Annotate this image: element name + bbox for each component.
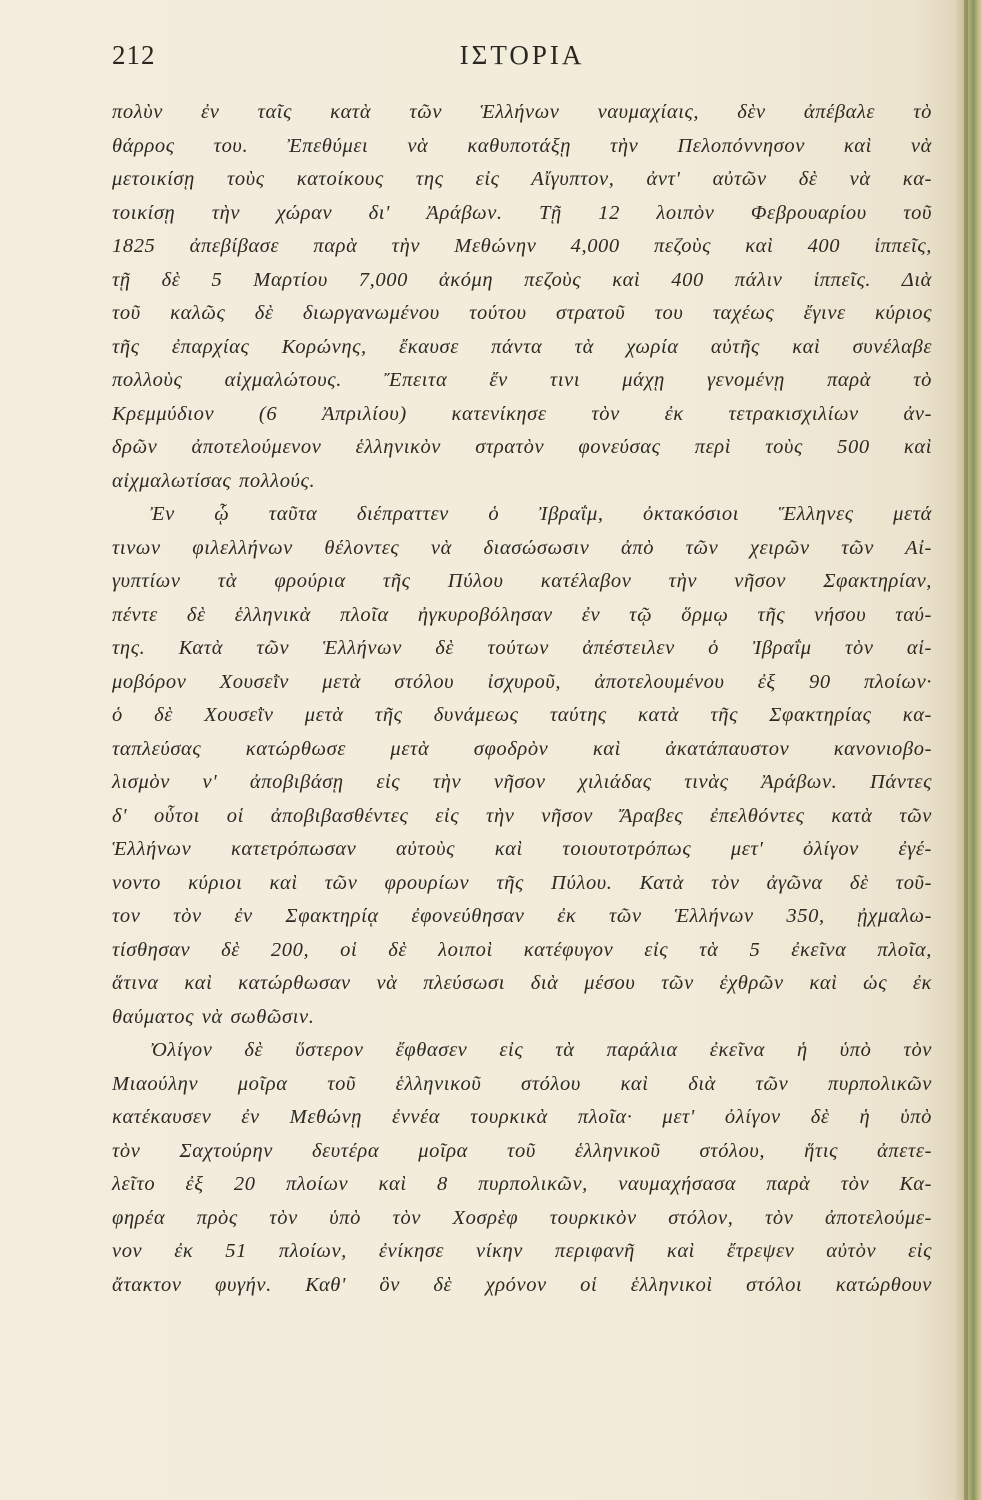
page-edge-shadow [954,0,982,1500]
text-line: ταπλεύσας κατώρθωσε μετὰ σφοδρὸν καὶ ἀκατάπαυστον κανονιοβο- [112,737,932,760]
text-line: πέντε δὲ ἑλληνικὰ πλοῖα ἠγκυροβόλησαν ἐν τῷ ὅρμῳ τῆς νήσου ταύ- [112,603,932,626]
text-line: πολλοὺς αἰχμαλώτους. Ἔπειτα ἔν τινι μάχῃ γενομένῃ παρὰ τὸ [112,369,932,391]
text-line: τινων φιλελλήνων θέλοντες νὰ διασώσωσιν ἀπὸ τῶν χειρῶν τῶν Αἰ- [112,536,932,559]
text-line: τοικίσῃ τὴν χώραν δι' Ἀράβων. Τῇ 12 λοιπὸν Φεβρουαρίου τοῦ [112,201,932,224]
text-line: ἄτακτον φυγήν. Καθ' ὃν δὲ χρόνον οἱ ἑλληνικοὶ στόλοι κατώρθουν [112,1273,932,1296]
text-line: Κρεμμύδιον (6 Ἀπριλίου) κατενίκησε τὸν ἐκ τετρακισχιλίων ἀν- [112,402,932,425]
text-line: δ' οὗτοι οἱ ἀποβιβασθέντες εἰς τὴν νῆσον Ἄραβες ἐπελθόντες κατὰ τῶν [112,804,932,827]
page-number: 212 [112,40,156,70]
text-line: τίσθησαν δὲ 200, οἱ δὲ λοιποὶ κατέφυγον εἰς τὰ 5 ἐκεῖνα πλοῖα, [112,938,932,961]
text-line: θαύματος νὰ σωθῶσιν. [112,1005,315,1028]
text-line: τῆς ἐπαρχίας Κορώνης, ἔκαυσε πάντα τὰ χωρία αὐτῆς καὶ συνέλαβε [112,335,932,358]
text-line: ὁ δὲ Χουσεῒν μετὰ τῆς δυνάμεως ταύτης κατὰ τῆς Σφακτηρίας κα- [112,704,932,726]
running-title: ΙΣΤΟΡΙΑ [459,40,585,70]
text-line: λισμὸν ν' ἀποβιβάσῃ εἰς τὴν νῆσον χιλιάδας τινὰς Ἀράβων. Πάντες [112,771,932,793]
body-text [112,96,932,1302]
text-line: αἰχμαλωτίσας πολλούς. [112,469,316,492]
text-line: τῇ δὲ 5 Μαρτίου 7,000 ἀκόμη πεζοὺς καὶ 400 πάλιν ἱππεῖς. Διὰ [112,268,932,291]
page-header [112,40,932,80]
text-line: τὸν Σαχτούρην δευτέρα μοῖρα τοῦ ἑλληνικοῦ στόλου, ἥτις ἀπετε- [112,1139,932,1162]
text-line: γυπτίων τὰ φρούρια τῆς Πύλου κατέλαβον τὴν νῆσον Σφακτηρίαν, [112,570,932,592]
text-line: φηρέα πρὸς τὸν ὑπὸ τὸν Χοσρὲφ τουρκικὸν στόλον, τὸν ἀποτελούμε- [112,1206,932,1229]
text-line: λεῖτο ἐξ 20 πλοίων καὶ 8 πυρπολικῶν, ναυμαχήσασα παρὰ τὸν Κα- [112,1173,932,1195]
page-edge-binding [964,0,968,1500]
text-line: Μιαούλην μοῖρα τοῦ ἑλληνικοῦ στόλου καὶ διὰ τῶν πυρπολικῶν [112,1072,932,1095]
text-line: τοῦ καλῶς δὲ διωργανωμένου τούτου στρατοῦ του ταχέως ἔγινε κύριος [112,302,932,324]
text-line: δρῶν ἀποτελούμενον ἑλληνικὸν στρατὸν φονεύσας περὶ τοὺς 500 καὶ [112,436,932,458]
text-line: μετοικίσῃ τοὺς κατοίκους της εἰς Αἴγυπτον, ἀντ' αὐτῶν δὲ νὰ κα- [112,168,932,190]
text-line: 1825 ἀπεβίβασε παρὰ τὴν Μεθώνην 4,000 πεζοὺς καὶ 400 ἱππεῖς, [112,235,932,257]
text-line: Ἑλλήνων κατετρόπωσαν αὐτοὺς καὶ τοιουτοτρόπως μετ' ὀλίγον ἐγέ- [112,838,932,860]
text-line: νοντο κύριοι καὶ τῶν φρουρίων τῆς Πύλου. Κατὰ τὸν ἀγῶνα δὲ τοῦ- [112,871,932,894]
text-line: Ὀλίγον δὲ ὕστερον ἔφθασεν εἰς τὰ παράλια ἐκεῖνα ἡ ὑπὸ τὸν [150,1039,932,1061]
text-line: πολὺν ἐν ταῖς κατὰ τῶν Ἑλλήνων ναυμαχίαις, δὲν ἀπέβαλε τὸ [112,101,932,123]
text-line: της. Κατὰ τῶν Ἑλλήνων δὲ τούτων ἀπέστειλεν ὁ Ἰβραΐμ τὸν αἱ- [112,637,932,659]
text-line: μοβόρον Χουσεῒν μετὰ στόλου ἰσχυροῦ, ἀποτελουμένου ἐξ 90 πλοίων· [112,670,932,693]
text-line: νον ἐκ 51 πλοίων, ἐνίκησε νίκην περιφανῆ καὶ ἔτρεψεν αὐτὸν εἰς [112,1240,932,1262]
text-line: κατέκαυσεν ἐν Μεθώνῃ ἐννέα τουρκικὰ πλοῖα· μετ' ὀλίγον δὲ ἡ ὑπὸ [112,1106,932,1128]
text-line: Ἐν ᾧ ταῦτα διέπραττεν ὁ Ἰβραΐμ, ὀκτακόσιοι Ἕλληνες μετά [150,503,932,525]
text-line: θάρρος του. Ἐπεθύμει νὰ καθυποτάξῃ τὴν Πελοπόννησον καὶ νὰ [112,134,932,157]
text-line: ἅτινα καὶ κατώρθωσαν νὰ πλεύσωσι διὰ μέσου τῶν ἐχθρῶν καὶ ὡς ἐκ [112,972,932,994]
text-line: τον τὸν ἐν Σφακτηρίᾳ ἐφονεύθησαν ἐκ τῶν Ἑλλήνων 350, ᾐχμαλω- [112,905,932,927]
